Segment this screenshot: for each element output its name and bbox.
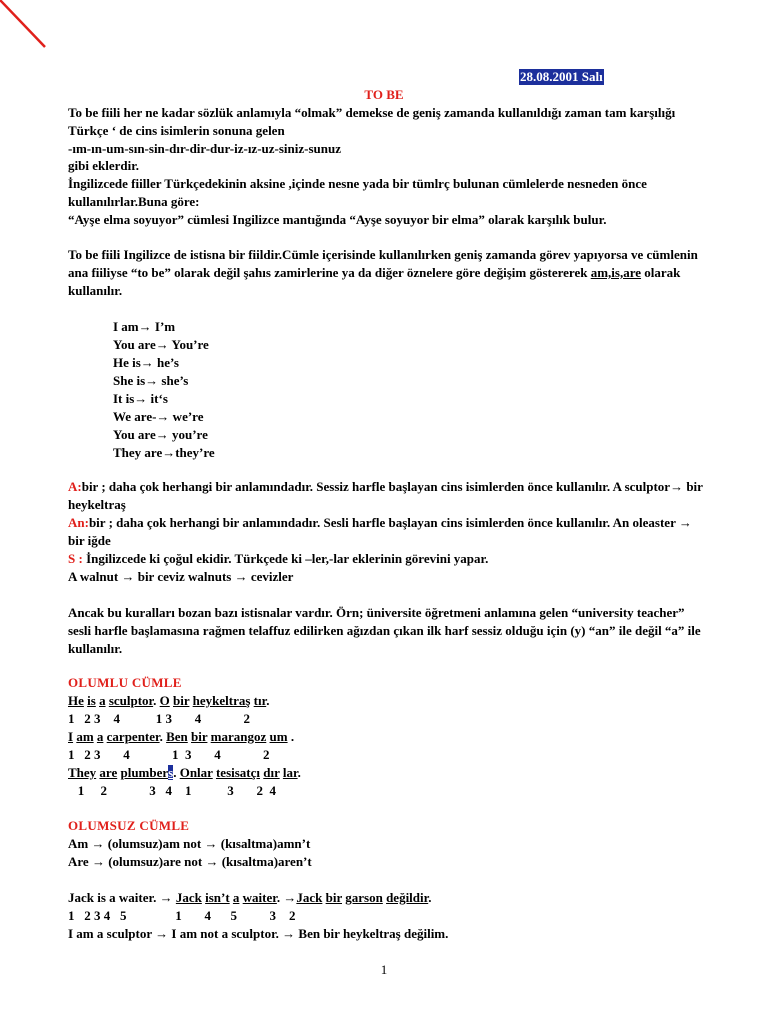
plural-example: A walnut → bir ceviz walnuts → cevizler	[68, 569, 294, 584]
word-order-numbers: 1 2 3 4 1 3 4 2	[68, 711, 250, 726]
list-item: You are→ you’re	[113, 427, 208, 442]
page-title: TO BE	[364, 87, 404, 102]
exception-paragraph: Ancak bu kuralları bozan bazı istisnalar vardır. Örn; üniversite öğretmeni anlamına gelen “university teacher” sesli harfle başlamasına rağmen telaffuz edilirken ağızdan çıkan ilk harf sessiz olduğu için (y) “an” ile değil “a” ile kullanılır.	[68, 605, 701, 656]
negative-rule-am: Am → (olumsuz)am not → (kısaltma)amn’t	[68, 836, 311, 851]
date-stamp: 28.08.2001 Salı	[520, 69, 603, 84]
list-item: She is→ she’s	[113, 373, 189, 388]
page-number: 1	[380, 962, 388, 977]
intro-paragraph-5: To be fiili Ingilizce de istisna bir fiildir.Cümle içerisinde kullanılırken geniş zamanda görev yapıyorsa ve cümlenin ana fiiliyse “to be” olarak değil şahıs zamirlerine ya da diğer öznelere göre değişim göstererek am,is,are olarak kullanılır.	[68, 247, 698, 298]
intro-paragraph-3: İngilizcede fiiller Türkçedekinin aksine ,içinde nesne yada bir tümlrç bulunan cümlelerde nesneden önce kullanılırlar.Buna göre:	[68, 176, 647, 209]
list-item: I am→ I’m	[113, 319, 176, 334]
red-corner-mark	[0, 0, 60, 60]
list-item: We are-→ we’re	[113, 409, 204, 424]
negative-example-2: I am a sculptor → I am not a sculptor. → Ben bir heykeltraş değilim.	[68, 926, 449, 941]
contraction-list	[113, 318, 215, 462]
article-an: An:bir ; daha çok herhangi bir anlamındadır. Sesli harfle başlayan cins isimlerden önce kullanılır. An oleaster → bir iğde	[68, 515, 692, 548]
negative-example-1: Jack is a waiter. → Jack isn’t a waiter. →Jack bir garson değildir.	[68, 890, 432, 905]
positive-sentence-1: He is a sculptor. O bir heykeltraş tır.	[68, 693, 270, 708]
negative-rule-are: Are → (olumsuz)are not → (kısaltma)aren’t	[68, 854, 312, 869]
am-is-are-link: am,is,are	[590, 264, 642, 280]
word-order-numbers: 1 2 3 4 1 3 2 4	[68, 783, 276, 798]
plural-s: S : İngilizcede ki çoğul ekidir. Türkçede ki –ler,-lar eklerinin görevini yapar.	[68, 551, 489, 566]
article-a: A:bir ; daha çok herhangi bir anlamındadır. Sessiz harfle başlayan cins isimlerden önce kullanılır. A sculptor→ bir heykeltraş	[68, 479, 703, 512]
intro-paragraph-2: gibi eklerdir.	[68, 158, 140, 173]
word-order-numbers: 1 2 3 4 1 3 4 2	[68, 747, 270, 762]
intro-paragraph-1: To be fiili her ne kadar sözlük anlamıyla “olmak” demekse de geniş zamanda kullanıldığı zaman tam karşılığı Türkçe ‘ de cins isimlerin sonuna gelen	[68, 105, 676, 138]
word-order-numbers: 1 2 3 4 5 1 4 5 3 2	[68, 908, 296, 923]
positive-heading: OLUMLU CÜMLE	[68, 675, 182, 690]
selected-text: s	[168, 765, 174, 780]
list-item: They are→they’re	[113, 445, 215, 460]
list-item: He is→ he’s	[113, 355, 179, 370]
positive-sentence-2: I am a carpenter. Ben bir marangoz um .	[68, 729, 295, 744]
intro-paragraph-4: “Ayşe elma soyuyor” cümlesi Ingilizce mantığında “Ayşe soyuyor bir elma” olarak karşılık bulur.	[68, 212, 607, 227]
negative-heading: OLUMSUZ CÜMLE	[68, 818, 190, 833]
list-item: It is→ it‘s	[113, 391, 168, 406]
positive-sentence-3: They are plumbers. Onlar tesisatçı dır lar.	[68, 765, 301, 780]
list-item: You are→ You’re	[113, 337, 209, 352]
intro-suffixes: -ım-ın-um-sın-sin-dır-dir-dur-iz-ız-uz-siniz-sunuz	[68, 141, 341, 156]
